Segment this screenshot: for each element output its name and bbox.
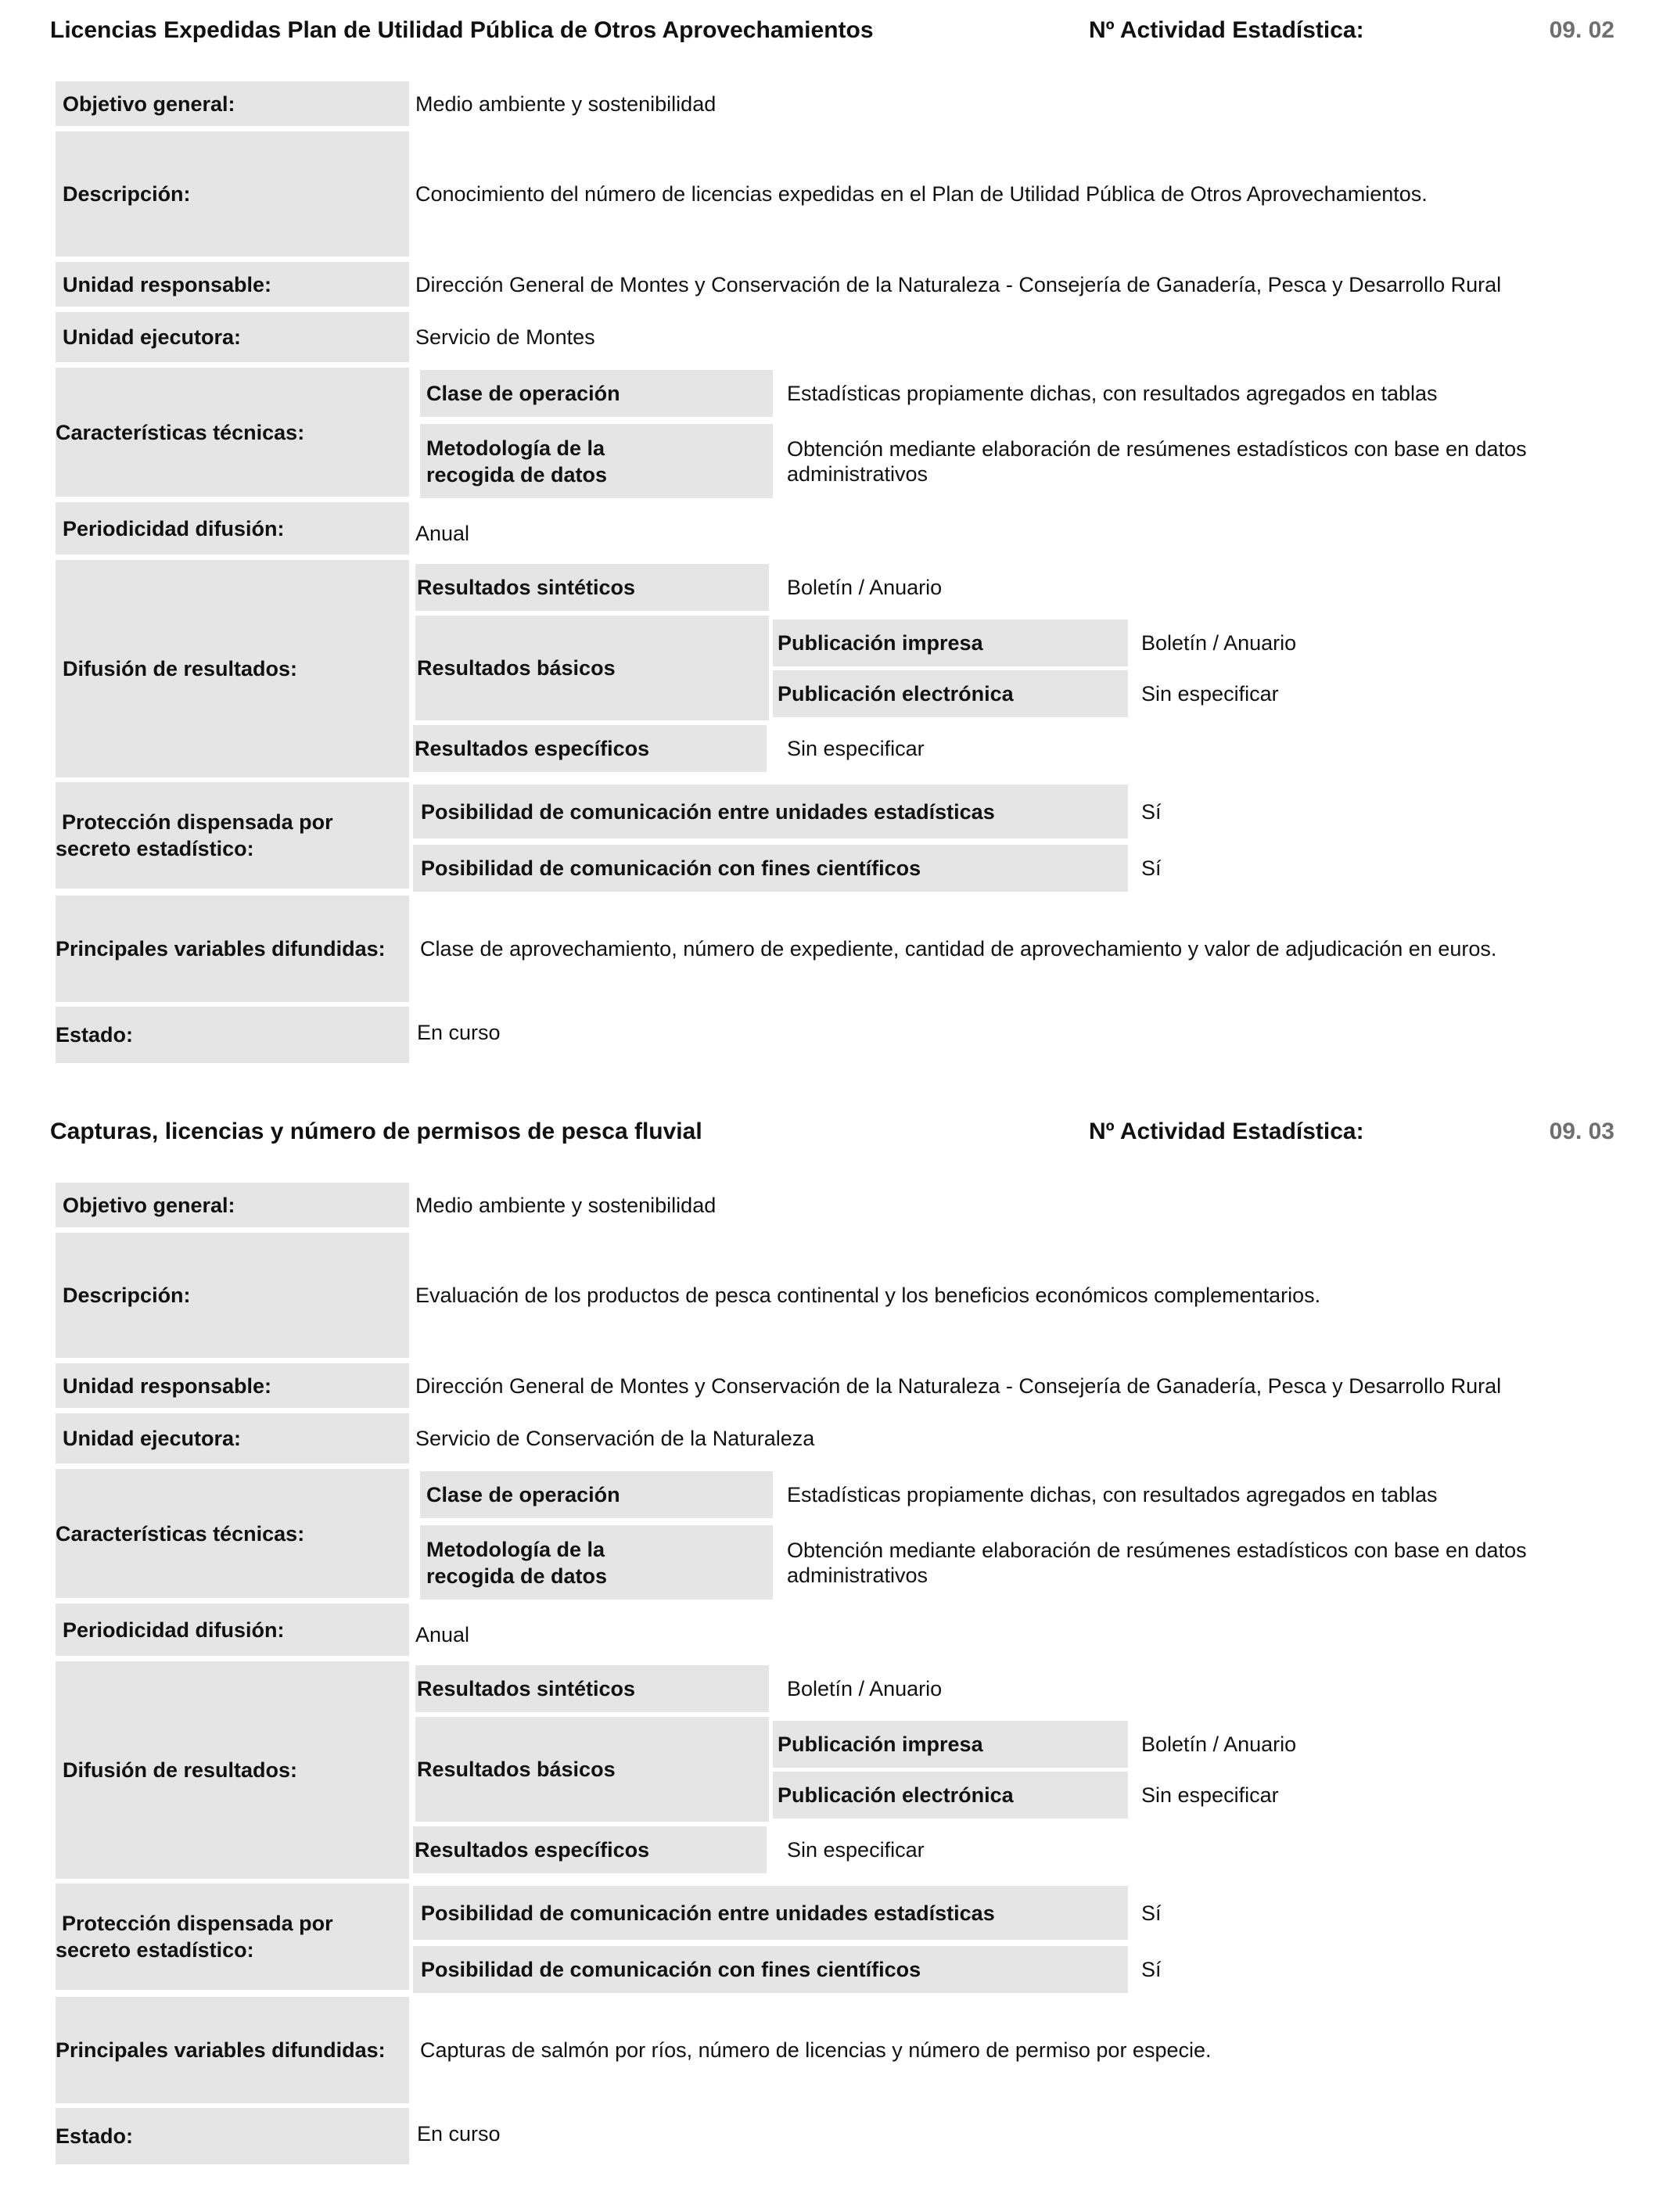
ejecutora-label: Unidad ejecutora: <box>56 1413 409 1463</box>
periodicidad-label: Periodicidad difusión: <box>56 1603 409 1656</box>
clase-operacion-label: Clase de operación <box>420 370 773 417</box>
periodicidad-label: Periodicidad difusión: <box>56 502 409 555</box>
basicos-label: Resultados básicos <box>415 616 769 720</box>
objetivo-value: Medio ambiente y sostenibilidad <box>415 92 717 116</box>
variables-label: Principales variables difundidas: <box>56 896 409 1002</box>
estado-label: Estado: <box>56 2108 409 2164</box>
responsable-value: Dirección General de Montes y Conservación de la Naturaleza - Consejería de Ganadería, Pesca y Desarrollo Rural <box>415 1374 1502 1398</box>
periodicidad-value: Anual <box>415 1622 470 1646</box>
proteccion-label: Protección dispensada por secreto estadístico: <box>56 782 409 889</box>
electronica-label: Publicación electrónica <box>773 1772 1128 1819</box>
responsable-label: Unidad responsable: <box>56 262 409 307</box>
activity-section <box>0 1101 1663 2212</box>
especificos-value: Sin especificar <box>787 737 925 760</box>
electronica-value: Sin especificar <box>1141 1783 1279 1807</box>
metodologia-value: Obtención mediante elaboración de resúmenes estadísticos con base en datos administrativos <box>787 437 1527 486</box>
impresa-label: Publicación impresa <box>773 1721 1128 1768</box>
estado-label: Estado: <box>56 1007 409 1063</box>
sinteticos-label: Resultados sintéticos <box>415 1665 769 1712</box>
especificos-value: Sin especificar <box>787 1838 925 1862</box>
com-unidades-value: Sí <box>1141 1901 1162 1925</box>
caracteristicas-label: Características técnicas: <box>56 368 409 497</box>
ejecutora-label: Unidad ejecutora: <box>56 312 409 362</box>
especificos-label: Resultados específicos <box>413 1826 767 1873</box>
clase-operacion-value: Estadísticas propiamente dichas, con resultados agregados en tablas <box>787 382 1438 405</box>
metodologia-label: Metodología de la recogida de datos <box>420 424 773 498</box>
activity-number: 09. 03 <box>1549 1119 1615 1144</box>
com-unidades-label: Posibilidad de comunicación entre unidades estadísticas <box>413 785 1128 838</box>
metodologia-label: Metodología de la recogida de datos <box>420 1525 773 1600</box>
impresa-label: Publicación impresa <box>773 619 1128 666</box>
com-unidades-value: Sí <box>1141 799 1162 824</box>
com-cientificos-value: Sí <box>1141 1958 1162 1981</box>
sinteticos-value: Boletín / Anuario <box>787 1677 943 1700</box>
basicos-label: Resultados básicos <box>415 1717 769 1822</box>
variables-value: Clase de aprovechamiento, número de expediente, cantidad de aprovechamiento y valor de adjudicación en euros. <box>420 937 1497 961</box>
sinteticos-label: Resultados sintéticos <box>415 564 769 611</box>
descripcion-label: Descripción: <box>56 1233 409 1358</box>
difusion-label: Difusión de resultados: <box>56 560 409 777</box>
clase-operacion-label: Clase de operación <box>420 1471 773 1518</box>
impresa-value: Boletín / Anuario <box>1141 631 1297 655</box>
descripcion-value: Conocimiento del número de licencias expedidas en el Plan de Utilidad Pública de Otros Aprovechamientos. <box>415 182 1428 206</box>
com-cientificos-label: Posibilidad de comunicación con fines científicos <box>413 845 1128 892</box>
estado-value: En curso <box>417 2122 501 2146</box>
caracteristicas-label: Características técnicas: <box>56 1469 409 1598</box>
ejecutora-value: Servicio de Conservación de la Naturaleza <box>415 1427 815 1450</box>
variables-value: Capturas de salmón por ríos, número de licencias y número de permiso por especie. <box>420 2038 1212 2062</box>
com-unidades-label: Posibilidad de comunicación entre unidades estadísticas <box>413 1886 1128 1940</box>
metodologia-value: Obtención mediante elaboración de resúmenes estadísticos con base en datos administrativos <box>787 1539 1527 1587</box>
objetivo-label: Objetivo general: <box>56 81 409 126</box>
activity-number-label: Nº Actividad Estadística: <box>1089 1119 1364 1144</box>
variables-label: Principales variables difundidas: <box>56 1997 409 2103</box>
objetivo-value: Medio ambiente y sostenibilidad <box>415 1193 717 1217</box>
activity-number: 09. 02 <box>1549 17 1615 43</box>
descripcion-label: Descripción: <box>56 131 409 257</box>
objetivo-label: Objetivo general: <box>56 1183 409 1227</box>
sinteticos-value: Boletín / Anuario <box>787 576 943 599</box>
com-cientificos-value: Sí <box>1141 856 1162 880</box>
periodicidad-value: Anual <box>415 521 470 545</box>
activity-title: Capturas, licencias y número de permisos de pesca fluvial <box>50 1119 702 1144</box>
activity-number-label: Nº Actividad Estadística: <box>1089 17 1364 43</box>
proteccion-label: Protección dispensada por secreto estadístico: <box>56 1883 409 1990</box>
difusion-label: Difusión de resultados: <box>56 1661 409 1879</box>
clase-operacion-value: Estadísticas propiamente dichas, con resultados agregados en tablas <box>787 1483 1438 1506</box>
electronica-value: Sin especificar <box>1141 682 1279 706</box>
impresa-value: Boletín / Anuario <box>1141 1733 1297 1756</box>
com-cientificos-label: Posibilidad de comunicación con fines científicos <box>413 1946 1128 1993</box>
responsable-label: Unidad responsable: <box>56 1363 409 1408</box>
responsable-value: Dirección General de Montes y Conservación de la Naturaleza - Consejería de Ganadería, Pesca y Desarrollo Rural <box>415 272 1502 296</box>
descripcion-value: Evaluación de los productos de pesca continental y los beneficios económicos complementarios. <box>415 1284 1321 1307</box>
electronica-label: Publicación electrónica <box>773 670 1128 717</box>
activity-title: Licencias Expedidas Plan de Utilidad Pública de Otros Aprovechamientos <box>50 17 874 43</box>
ejecutora-value: Servicio de Montes <box>415 325 595 349</box>
estado-value: En curso <box>417 1021 501 1044</box>
especificos-label: Resultados específicos <box>413 725 767 772</box>
